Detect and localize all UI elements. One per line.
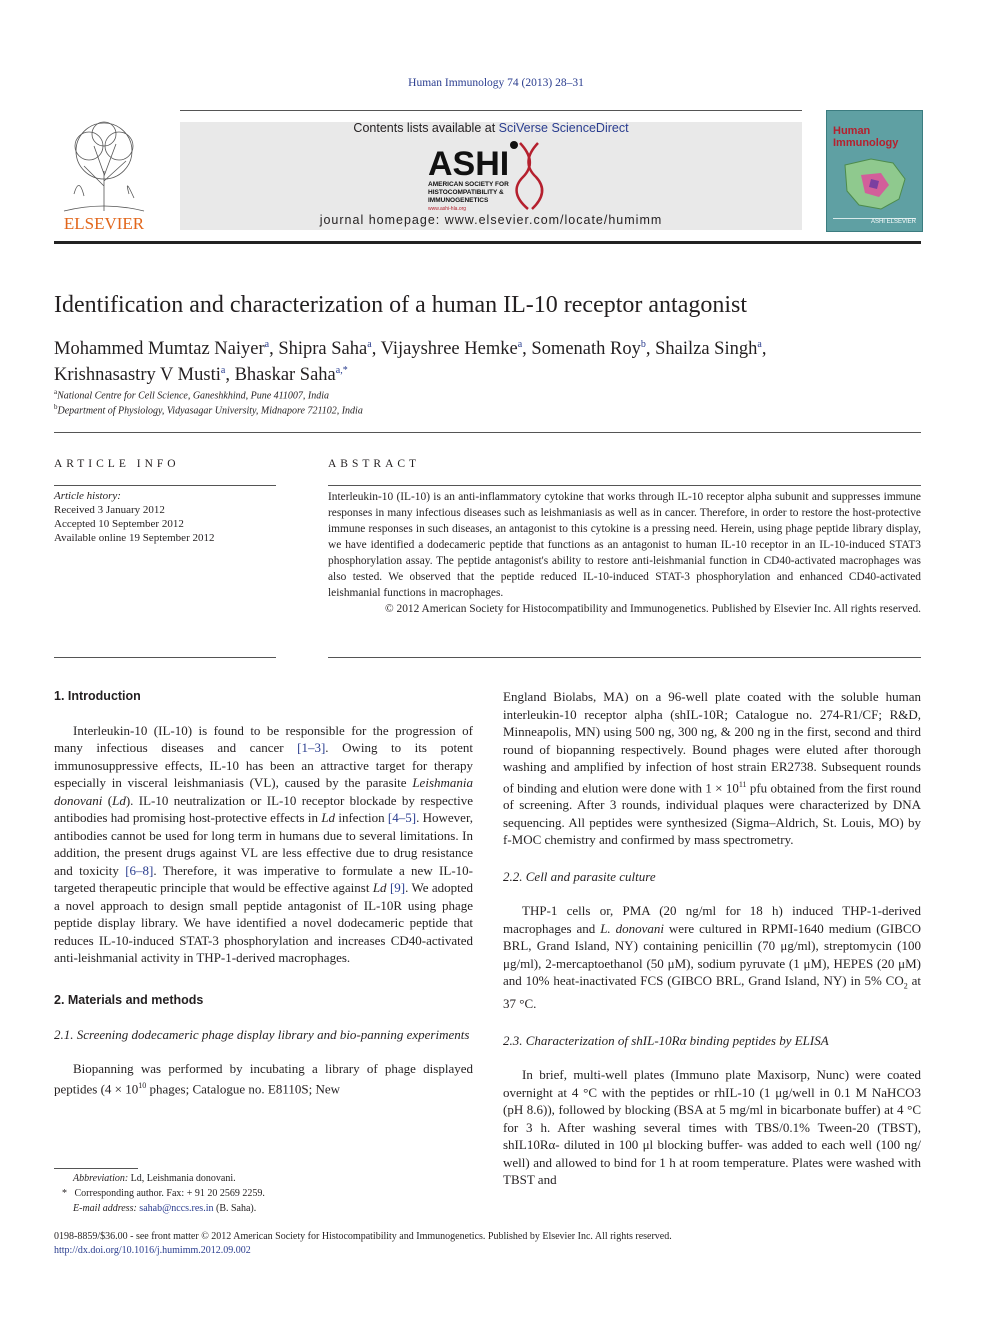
- author-list: Mohammed Mumtaz Naiyer$^a$, Shipra Saha$^a$, Vijayshree Hemke$^a$, Somenath Roy$^b$, Shailza Singh$^a$, Krishnasastry V Musti$^a$, Bhaskar Saha$^{a,*}$: [54, 339, 767, 385]
- ashi-name-1: AMERICAN SOCIETY FOR: [428, 181, 509, 188]
- footnote-rule: [54, 1168, 138, 1169]
- footnote-email: E-mail address: sahab@nccs.res.in (B. Saha).: [73, 1203, 257, 1214]
- author-affil-mark[interactable]: a: [367, 339, 372, 350]
- introduction-paragraph: Interleukin-10 (IL-10) is found to be responsible for the progression of many infectious diseases and cancer [1–3]. Owing to its potent immunosuppressive effects, IL-10 has been an attractive target for therapy especially in visceral leishmaniasis (VL), caused by the parasite Leishmania donovani (Ld). IL-10 neutralization or IL-10 receptor blockade by respective antibodies had promising host-protective effects in Ld infection [4–5]. However, antibodies cannot be used for long term in humans due to several limitations. In addition, the present drugs against VL are less effective due to drug resistance and toxicity [6–8]. Therefore, it was imperative to formulate a new IL-10-targeted therapeutic principle that would be effective against Ld [9]. We adopted a novel approach to design small peptide antagonist of IL-10R using phage peptide display library. We have identified a novel dodecameric peptide that reduces IL-10-induced STAT-3 phosphorylation and increases CD40-activated anti-leishmanial activity in THP-1-derived macrophages.: [54, 722, 474, 965]
- abstract-copyright: © 2012 American Society for Histocompatibility and Immunogenetics. Published by Elsevier Inc. All rights reserved.: [385, 603, 921, 615]
- subsection-heading-2-1: 2.1. Screening dodecameric phage display library and bio-panning experiments: [54, 1027, 470, 1042]
- abstract-text: Interleukin-10 (IL-10) is an anti-inflammatory cytokine that works through IL-10 receptor alpha subunit and suppresses immune responses in many infectious diseases such as leishmaniasis as well as in cancer. Therefore, in order to restore the host-protective immune responses in such diseases, an antagonist to this cytokine is a pressing need. Herein, using phage peptide library display, we have identified a dodecameric peptide that functions as an antagonist to human IL-10 receptor in an IL-10-induced STAT3 phosphorylation assay. The peptide antagonist's ability to restore anti-leishmanial function in CD40-activated macrophages was also tested. We observed that the peptide reduced IL-10-induced STAT-3 phosphorylation and enhanced CD40-activated leishmanial functions in macrophages.: [328, 491, 921, 599]
- corresponding-mark: *: [62, 1188, 67, 1199]
- subsection-heading-2-3: 2.3. Characterization of shIL-10Rα binding peptides by ELISA: [503, 1032, 829, 1048]
- affiliation-text: National Centre for Cell Science, Ganeshkhind, Pune 411007, India: [57, 390, 330, 402]
- history-accepted: Accepted 10 September 2012: [54, 518, 184, 530]
- history-received: Received 3 January 2012: [54, 504, 165, 516]
- elisa-paragraph: In brief, multi-well plates (Immuno plate Maxisorp, Nunc) were coated overnight at 4 °C with the peptides or rhIL-10 (1 μg/well in 0.1 M NaHCO3 (pH 8.6)), followed by blocking (BSA at 5 mg/ml in bicarbonate buffer) at 4 °C for 3 h. After washing several times with TBS/0.1% Tween-20 (TBST), shIL10Rα- diluted in 100 μl blocking buffer- was added to each well (100 ng/ well) and allowed to bind for 1 h at room temperature. Plates were washed with TBST and: [503, 1067, 921, 1188]
- author-name[interactable]: Vijayshree Hemke: [380, 339, 518, 359]
- footnote-corresponding: * Corresponding author. Fax: + 91 20 2569 2259.: [62, 1188, 265, 1199]
- email-link[interactable]: sahab@nccs.res.in: [139, 1203, 214, 1214]
- biopanning-paragraph: Biopanning was performed by incubating a library of phage displayed peptides ($4 \times 10^{10}$ phages; Catalogue no. E8110S; New: [54, 1060, 473, 1097]
- elsevier-tree-logo: [54, 116, 154, 234]
- cover-footer: ASHI ELSEVIER: [833, 218, 916, 225]
- author-affil-mark[interactable]: a: [517, 339, 523, 350]
- right-column: [503, 688, 921, 1189]
- affiliation-mark: b: [54, 403, 58, 411]
- footnotes: [54, 1171, 484, 1216]
- cover-title-line-2: Immunology: [833, 137, 899, 149]
- citation-link[interactable]: [9]: [389, 880, 406, 895]
- abstract-body: [328, 489, 921, 617]
- citation-link[interactable]: [4–5]: [387, 810, 417, 825]
- affiliation-a: [54, 388, 329, 401]
- history-label: Article history:: [54, 490, 121, 502]
- elsevier-wordmark: ELSEVIER: [63, 214, 145, 233]
- footnote-abbreviation: Abbreviation: Ld, Leishmania donovani.: [73, 1173, 236, 1184]
- header-divider: [180, 110, 802, 111]
- doi-link[interactable]: http://dx.doi.org/10.1016/j.humimm.2012.09.002: [54, 1245, 251, 1256]
- author-name[interactable]: Bhaskar Saha: [234, 365, 336, 385]
- ashi-url: www.ashi-hla.org: [428, 206, 467, 212]
- section-heading-introduction: 1. Introduction: [54, 689, 141, 703]
- article-history: [54, 489, 214, 545]
- cover-title: [833, 125, 898, 149]
- cover-title-line-1: Human: [833, 125, 871, 137]
- author-name[interactable]: Somenath Roy: [531, 339, 641, 359]
- article-title: Identification and characterization of a human IL-10 receptor antagonist: [54, 292, 748, 318]
- author-affil-mark[interactable]: a: [264, 339, 270, 350]
- contents-line: [180, 121, 802, 135]
- subsection-heading-2-2: 2.2. Cell and parasite culture: [503, 868, 656, 884]
- author-affil-mark[interactable]: a: [220, 365, 226, 376]
- author-affil-mark[interactable]: a: [757, 339, 762, 350]
- journal-cover-thumbnail[interactable]: [826, 110, 923, 232]
- citation-link[interactable]: [6–8]: [125, 862, 154, 878]
- journal-homepage[interactable]: journal homepage: www.elsevier.com/locate/humimm: [319, 213, 663, 227]
- author-name[interactable]: Krishnasastry V Musti: [54, 365, 221, 385]
- biopanning-continued-paragraph: England Biolabs, MA) on a 96-well plate coated with the soluble human interleukin-10 receptor alpha (shIL-10R; Catalogue no. 274-R1/CF; R&D, Minneapolis, MN) using 500 ng, 300 ng, & 200 ng in the first, second and third round of biopanning respectively. Bound phages were eluted after thorough washing and amplified by infection of host strain ER2738. Subsequent rounds of binding and elution were done with $1 \times 10^{11}$ pfu obtained from the first round of screening. After 3 rounds, individual plaques were characterized by DNA sequencing. All peptides were synthesized (Sigma–Aldrich, St. Louis, MO) by f-MOC chemistry and confirmed by mass spectrometry.: [503, 689, 921, 848]
- cell-culture-paragraph: THP-1 cells or, PMA (20 ng/ml for 18 h) induced THP-1-derived macrophages and L. donovani were cultured in RPMI-1640 medium (GIBCO BRL, Grand Island, NY) containing penicillin (70 μg/ml), streptomycin (100 μg/ml), 2-mercaptoethanol (50 μM), sodium pyruvate (1 μM), HEPES (20 μM) and 10% heat-inactivated FCS (GIBCO BRL, Grand Island, NY) in 5% $CO_2$ at 37 °C.: [503, 903, 921, 1012]
- author-name[interactable]: Shipra Saha: [278, 339, 368, 359]
- affiliation-text: Department of Physiology, Vidyasagar University, Midnapore 721102, India: [57, 405, 363, 417]
- author-affil-mark[interactable]: b: [640, 339, 646, 350]
- title-block-divider: [54, 432, 921, 433]
- header-thick-rule: [54, 241, 921, 244]
- article-info-heading: ARTICLE INFO: [54, 458, 180, 470]
- abstract-rule: [328, 485, 921, 486]
- journal-reference[interactable]: Human Immunology 74 (2013) 28–31: [408, 77, 584, 89]
- affiliation-mark: a: [54, 388, 58, 396]
- article-info-bottom-rule: [54, 657, 276, 658]
- author-affil-mark[interactable]: a,*: [335, 365, 348, 376]
- ashi-wordmark: ASHI: [428, 145, 510, 183]
- ashi-name-2: HISTOCOMPATIBILITY &: [428, 189, 504, 196]
- abstract-bottom-rule: [328, 657, 921, 658]
- history-online: Available online 19 September 2012: [54, 532, 215, 544]
- sciencedirect-link[interactable]: SciVerse ScienceDirect: [498, 121, 629, 135]
- cover-map-image: [841, 155, 909, 213]
- citation-link[interactable]: [1–3]: [297, 740, 326, 755]
- article-info-rule: [54, 485, 276, 486]
- left-column: [54, 688, 473, 1098]
- abstract-heading: ABSTRACT: [328, 458, 421, 470]
- issn-line: 0198-8859/$36.00 - see front matter © 2012 American Society for Histocompatibility and Immunogenetics. Published by Elsevier Inc. All rights reserved.: [54, 1231, 672, 1242]
- section-heading-methods: 2. Materials and methods: [54, 992, 204, 1007]
- page-footer: [54, 1230, 954, 1258]
- ashi-name-3: IMMUNOGENETICS: [428, 197, 489, 204]
- ashi-logo: [428, 137, 554, 215]
- author-name[interactable]: Shailza Singh: [655, 339, 758, 359]
- contents-prefix: Contents lists available at: [353, 121, 499, 135]
- author-name[interactable]: Mohammed Mumtaz Naiyer: [54, 339, 265, 359]
- affiliation-b: [54, 403, 363, 416]
